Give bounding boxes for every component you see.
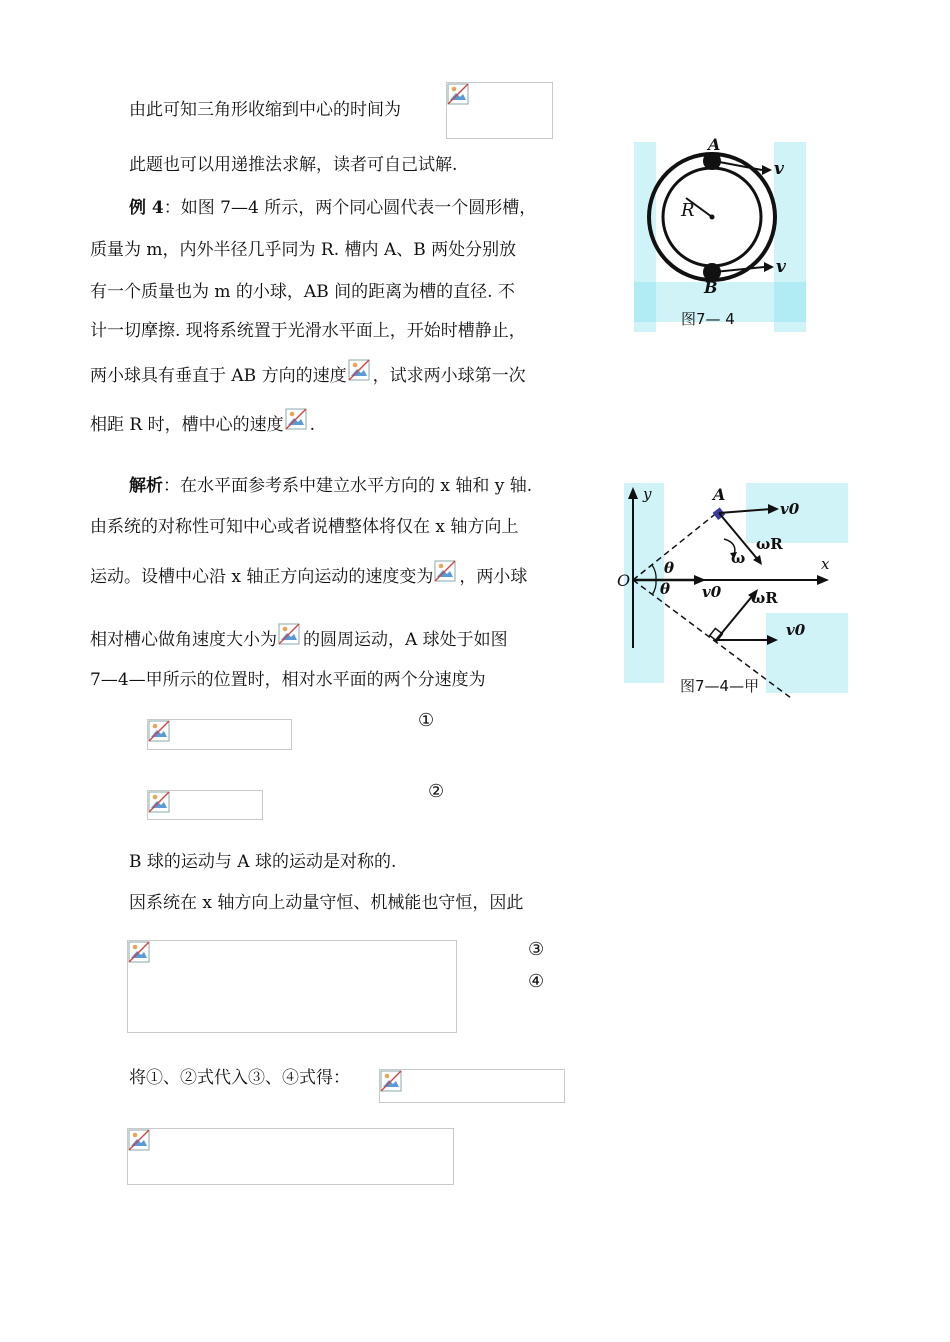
fig2-label-theta-1: θ [664, 559, 675, 577]
fig2-label-O: O [617, 571, 631, 590]
line-2 [129, 154, 457, 176]
inline-formula-v [348, 359, 372, 389]
line-8 [90, 408, 315, 438]
text-l11b: ，两小球 [459, 567, 528, 587]
text-l11a: 运动。设槽中心沿 x 轴正方向运动的速度变为 [90, 567, 434, 587]
fig1-caption: 图7— 4 [681, 310, 735, 328]
fig2-label-theta-2: θ [660, 580, 671, 598]
figure-7-4 [634, 132, 806, 340]
broken-image-icon [148, 720, 170, 742]
line-13 [90, 669, 486, 691]
figure-7-4-jia-drawing [616, 473, 848, 699]
text-l1: 由此可知三角形收缩到中心的时间为 [129, 100, 401, 120]
text-l10: 由系统的对称性可知中心或者说槽整体将仅在 x 轴方向上 [90, 517, 519, 537]
text-l12a: 相对槽心做角速度大小为 [90, 630, 277, 650]
line-15 [129, 892, 523, 914]
fig2-label-A: A [713, 485, 726, 504]
equation-marker-2: ② [428, 781, 445, 802]
equation-marker-1: ① [418, 710, 435, 731]
text-l6: 计一切摩擦. 现将系统置于光滑水平面上，开始时槽静止， [90, 321, 526, 341]
text-l9: ：在水平面参考系中建立水平方向的 x 轴和 y 轴. [163, 476, 533, 496]
fig1-label-B: B [704, 278, 718, 297]
broken-image-icon [128, 941, 150, 963]
inline-formula-center-velocity [285, 408, 309, 438]
text-l8a: 相距 R 时，槽中心的速度 [90, 415, 284, 435]
text-l16: 将①、②式代入③、④式得： [129, 1068, 350, 1088]
formula-image-eq2 [147, 790, 263, 820]
formula-image-substituted [379, 1069, 565, 1103]
broken-image-icon [128, 1129, 150, 1151]
formula-image-1 [446, 82, 553, 139]
line-14 [129, 851, 396, 873]
broken-image-icon [434, 560, 456, 582]
fig1-label-v-top: v [774, 159, 784, 179]
formula-image-eq1 [147, 719, 292, 750]
text-l15: 因系统在 x 轴方向上动量守恒、机械能也守恒，因此 [129, 893, 524, 913]
fig1-label-v-bottom: v [776, 257, 786, 277]
inline-formula-omega [278, 623, 302, 653]
fig2-label-omegaR-top: ωR [756, 535, 783, 553]
text-l7b: ，试求两小球第一次 [372, 366, 526, 386]
line-11 [90, 560, 527, 590]
fig2-label-v0-mid: v0 [702, 583, 722, 601]
analysis-label: 解析 [129, 476, 163, 496]
fig2-label-y: y [643, 485, 652, 503]
formula-image-eq34 [127, 940, 457, 1033]
figure-7-4-jia [616, 473, 848, 699]
line-4 [90, 239, 516, 261]
example-label: 例 4 [129, 198, 164, 218]
broken-image-icon [148, 791, 170, 813]
line-5 [90, 281, 515, 303]
broken-image-icon [348, 359, 370, 381]
text-l4: 质量为 m，内外半径几乎同为 R. 槽内 A、B 两处分别放 [90, 240, 517, 260]
text-l3: ：如图 7—4 所示，两个同心圆代表一个圆形槽， [163, 198, 537, 218]
broken-image-icon [278, 623, 300, 645]
fig2-label-v0-bottom: v0 [786, 621, 806, 639]
text-l7a: 两小球具有垂直于 AB 方向的速度 [90, 366, 347, 386]
inline-formula-u [434, 560, 458, 590]
equation-marker-4: ④ [528, 971, 545, 992]
fig2-label-x: x [821, 555, 830, 573]
line-6 [90, 320, 526, 342]
fig2-label-omega: ω [731, 549, 746, 567]
formula-image-result [127, 1128, 454, 1185]
line-10 [90, 516, 518, 538]
broken-image-icon [380, 1070, 402, 1092]
line-7 [90, 359, 526, 389]
line-9 [129, 475, 532, 497]
text-l13: 7—4—甲所示的位置时，相对水平面的两个分速度为 [90, 670, 486, 690]
line-12 [90, 623, 508, 653]
equation-marker-3: ③ [528, 939, 545, 960]
text-l12b: 的圆周运动，A 球处于如图 [303, 630, 508, 650]
fig1-label-A: A [708, 135, 721, 154]
fig1-label-R: R [681, 200, 695, 221]
broken-image-icon [447, 83, 469, 105]
line-1 [129, 99, 401, 121]
fig2-caption: 图7—4—甲 [680, 677, 760, 695]
text-l8b: . [309, 415, 316, 435]
fig2-label-omegaR-bottom: ωR [751, 589, 778, 607]
text-l14: B 球的运动与 A 球的运动是对称的. [129, 852, 397, 872]
fig2-label-v0-top: v0 [780, 500, 800, 518]
text-l2: 此题也可以用递推法求解，读者可自己试解. [129, 155, 458, 175]
line-16 [129, 1067, 350, 1089]
broken-image-icon [285, 408, 307, 430]
line-3 [129, 197, 536, 219]
text-l5: 有一个质量也为 m 的小球，AB 间的距离为槽的直径. 不 [90, 282, 515, 302]
